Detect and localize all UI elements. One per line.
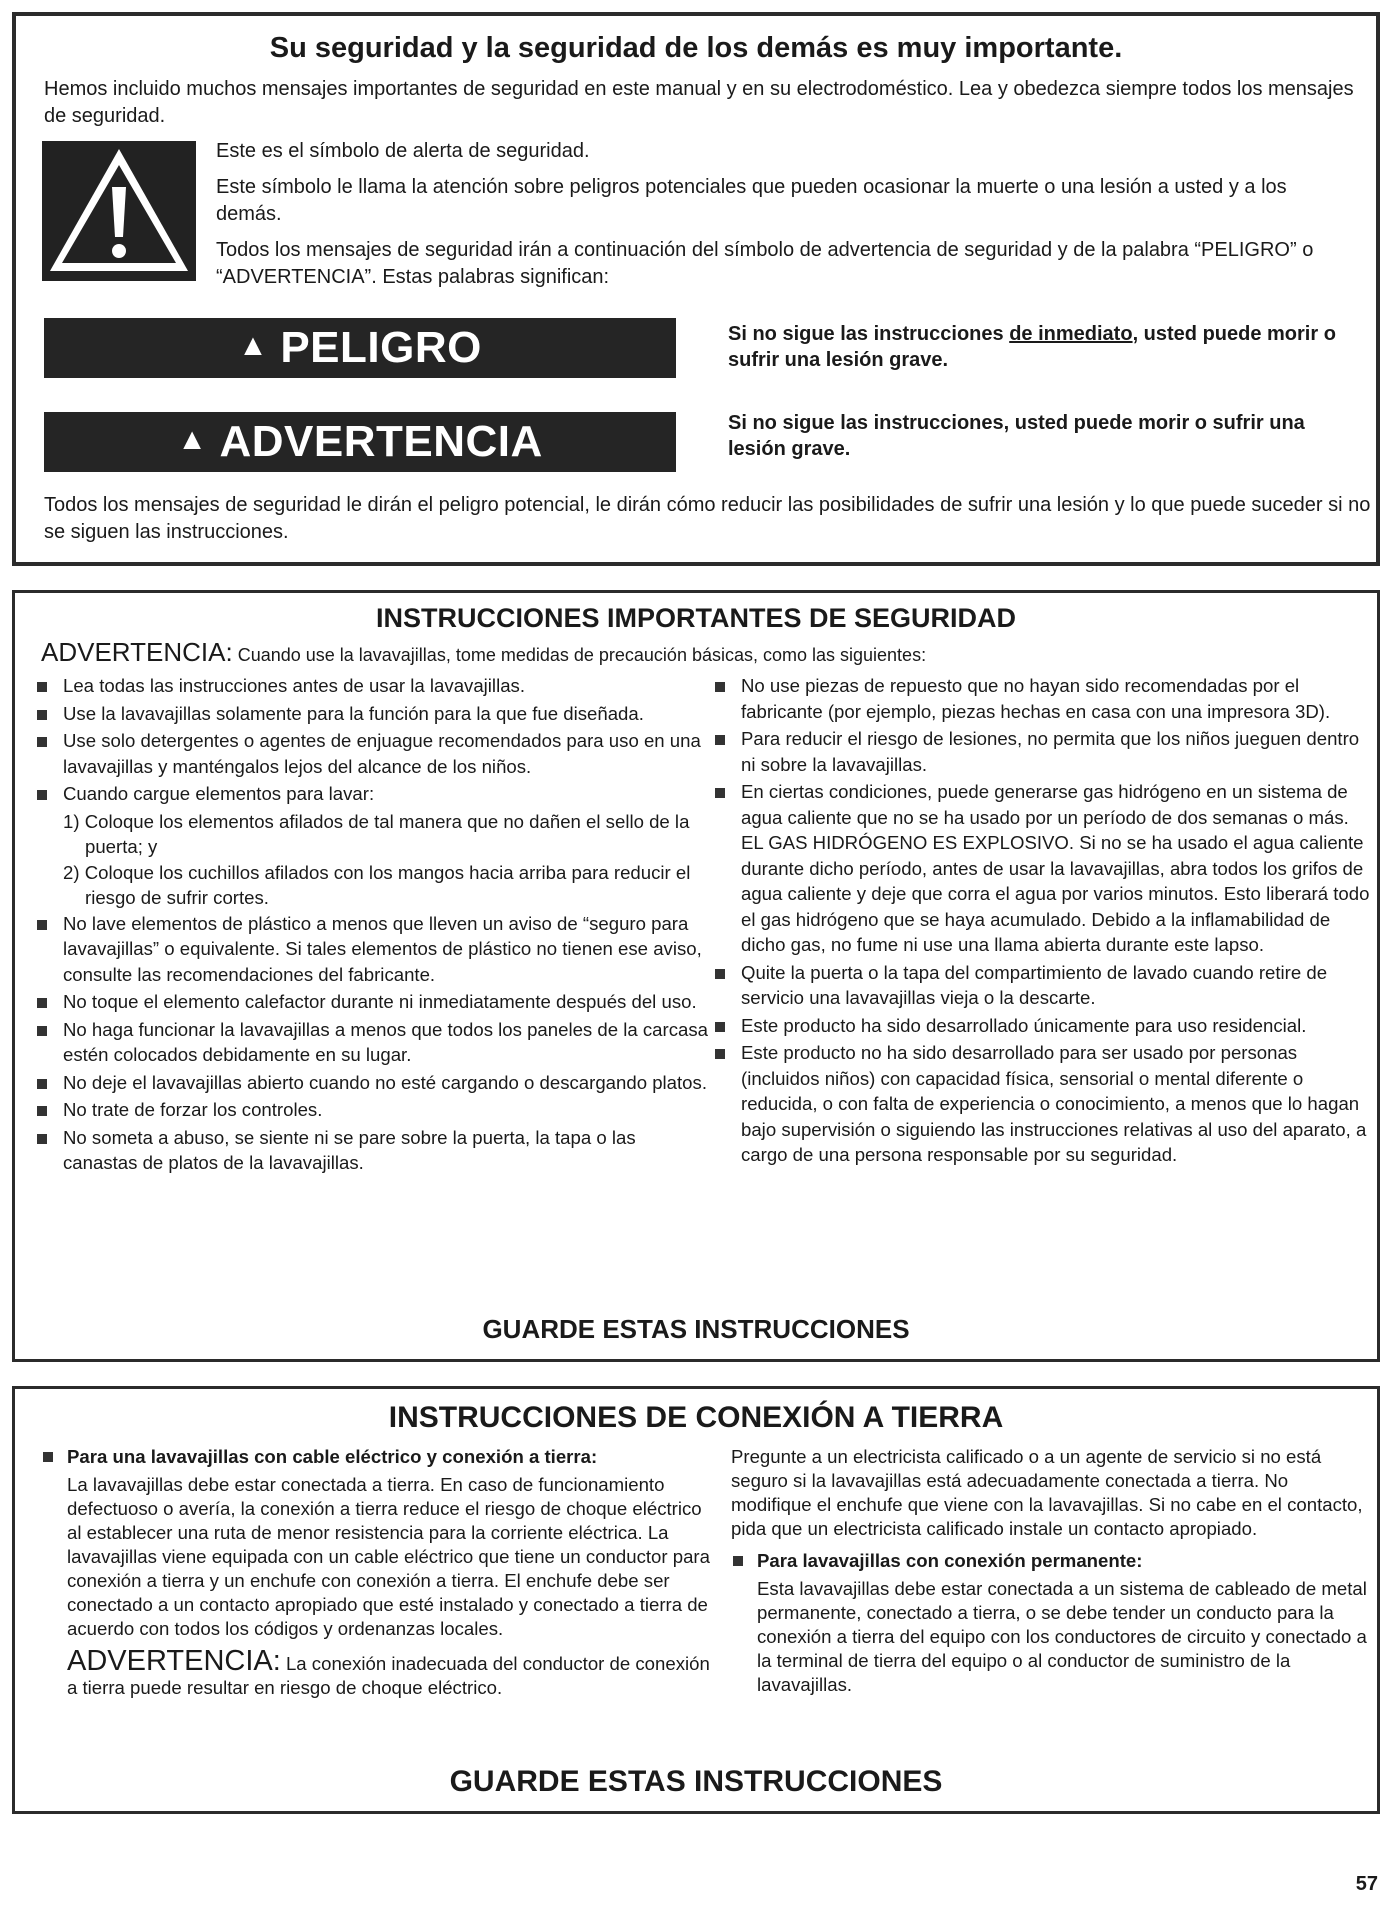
safety-title: Su seguridad y la seguridad de los demás es muy importante.	[269, 32, 1123, 64]
warning-triangle-icon: ▲	[177, 423, 208, 456]
instructions-right-column	[711, 673, 1371, 1170]
sub-list-item: 2) Coloque los cuchillos afilados con los mangos hacia arriba para reducir el riesgo de sufrir cortes.	[63, 861, 691, 908]
peligro-meaning	[728, 321, 1368, 373]
alert-line: Todos los mensajes de seguridad irán a continuación del símbolo de advertencia de seguridad y de la palabra “PELIGRO” o “ADVERTENCIA”. Estas palabras significan:	[216, 239, 1314, 288]
list-item: En ciertas condiciones, puede generarse gas hidrógeno en un sistema de agua caliente que no se ha usado por un período de dos semanas o más. EL GAS HIDRÓGENO ES EXPLOSIVO. Si no se ha usado el agua caliente durante dicho período, antes de usar la lavavajillas, abra todos los grifos de agua caliente y deje que corra el agua por varios minutos. Esto liberará todo el gas hidrógeno que se haya acumulado. Debido a la inflamabilidad de dicho gas, no fume ni use una llama abierta durante este lapso.	[711, 779, 1371, 958]
warning-word: ADVERTENCIA:	[41, 637, 233, 667]
list-item: No toque el elemento calefactor durante ni inmediatamente después del uso.	[33, 989, 713, 1015]
list-item: No trate de forzar los controles.	[33, 1097, 713, 1123]
list-item: Este producto no ha sido desarrollado para ser usado por personas (incluidos niños) con capacidad física, sensorial o mental diferente o reducida, o con falta de experiencia o conocimiento, a menos que lo hagan bajo supervisión o siguiendo las instrucciones relativas al uso del aparato, a cargo de una persona responsable por su seguridad.	[711, 1040, 1371, 1168]
grounding-box	[12, 1386, 1380, 1814]
list-item: No lave elementos de plástico a menos que lleven un aviso de “seguro para lavavajillas” o equivalente. Si tales elementos de plástico no tienen ese aviso, consulte las recomendaciones del fabricante.	[33, 911, 713, 988]
save-instructions-footer: GUARDE ESTAS INSTRUCCIONES	[449, 1765, 943, 1798]
safety-box	[12, 12, 1380, 566]
list-item: Para reducir el riesgo de lesiones, no permita que los niños jueguen dentro ni sobre la lavavajillas.	[711, 726, 1371, 777]
save-instructions-footer: GUARDE ESTAS INSTRUCCIONES	[482, 1314, 910, 1344]
permanent-heading: Para lavavajillas con conexión permanente:	[731, 1549, 1371, 1573]
warning-text: Cuando use la lavavajillas, tome medidas de precaución básicas, como las siguientes:	[232, 645, 927, 665]
cord-heading: Para una lavavajillas con cable eléctrico y conexión a tierra:	[41, 1445, 721, 1469]
sub-list-item: 1) Coloque los elementos afilados de tal manera que no dañen el sello de la puerta; y	[63, 810, 690, 857]
peligro-text-a: Si no sigue las instrucciones	[728, 323, 1010, 345]
warning-word: ADVERTENCIA:	[67, 1645, 281, 1677]
page-number: 57	[1355, 1873, 1378, 1895]
cord-text: La lavavajillas debe estar conectada a tierra. En caso de funcionamiento defectuoso o avería, la conexión a tierra reduce el riesgo de choque eléctrico al establecer una ruta de menor resistencia para la corriente eléctrica. La lavavajillas viene equipada con un cable eléctrico que tiene un conductor para conexión a tierra y un enchufe con conexión a tierra. El enchufe debe ser conectado a un contacto apropiado que esté instalado y conectado a tierra de acuerdo con todos los códigos y ordenanzas locales.	[67, 1474, 710, 1639]
grounding-right-column	[731, 1445, 1371, 1705]
alert-line: Este es el símbolo de alerta de seguridad.	[216, 140, 590, 162]
grounding-title: INSTRUCCIONES DE CONEXIÓN A TIERRA	[388, 1401, 1004, 1434]
list-item: Cuando cargue elementos para lavar:	[33, 781, 713, 807]
important-title: INSTRUCCIONES IMPORTANTES DE SEGURIDAD	[375, 603, 1017, 633]
advertencia-banner	[44, 412, 676, 472]
advertencia-label: ADVERTENCIA	[219, 417, 543, 466]
list-item: Quite la puerta o la tapa del compartimiento de lavado cuando retire de servicio una lavavajillas vieja o la descarte.	[711, 960, 1371, 1011]
safety-intro: Hemos incluido muchos mensajes importantes de seguridad en este manual y en su electrodoméstico. Lea y obedezca siempre todos los mensajes de seguridad.	[44, 78, 1354, 127]
grounding-left-column	[41, 1445, 721, 1700]
important-instructions-box	[12, 590, 1380, 1362]
electrician-text: Pregunte a un electricista calificado o a un agente de servicio si no está seguro si la lavavajillas está adecuadamente conectada a tierra. No modifique el enchufe que viene con la lavavajillas. Si no cabe en el contacto, pida que un electricista calificado instale un contacto apropiado.	[731, 1446, 1363, 1539]
peligro-text-underline: de inmediato	[1009, 323, 1133, 345]
advertencia-meaning: Si no sigue las instrucciones, usted puede morir o sufrir una lesión grave.	[728, 412, 1305, 460]
peligro-banner	[44, 318, 676, 378]
alert-line: Este símbolo le llama la atención sobre peligros potenciales que pueden ocasionar la muerte o una lesión a usted y a los demás.	[216, 176, 1287, 225]
list-item: No haga funcionar la lavavajillas a menos que todos los paneles de la carcasa estén colocados debidamente en su lugar.	[33, 1017, 713, 1068]
instructions-left-column	[33, 673, 713, 1178]
alert-description	[216, 138, 1356, 300]
warning-text: La conexión inadecuada del conductor de conexión a tierra puede resultar en riesgo de choque eléctrico.	[67, 1653, 710, 1698]
peligro-text-b: , usted puede morir o sufrir una lesión grave.	[728, 323, 1336, 371]
list-item: No someta a abuso, se siente ni se pare sobre la puerta, la tapa o las canastas de platos de la lavavajillas.	[33, 1125, 713, 1176]
list-item: No use piezas de repuesto que no hayan sido recomendadas por el fabricante (por ejemplo, piezas hechas en casa con una impresora 3D).	[711, 673, 1371, 724]
list-item: Lea todas las instrucciones antes de usar la lavavajillas.	[33, 673, 713, 699]
list-item: No deje el lavavajillas abierto cuando no esté cargando o descargando platos.	[33, 1070, 713, 1096]
list-item: Use la lavavajillas solamente para la función para la que fue diseñada.	[33, 701, 713, 727]
peligro-label: PELIGRO	[280, 323, 482, 372]
grounding-warning	[41, 1645, 721, 1700]
list-item: Use solo detergentes o agentes de enjuague recomendados para uso en una lavavajillas y manténgalos lejos del alcance de los niños.	[33, 728, 713, 779]
safety-alert-icon	[42, 141, 196, 281]
safety-outro: Todos los mensajes de seguridad le dirán el peligro potencial, le dirán cómo reducir las posibilidades de sufrir una lesión y lo que puede suceder si no se siguen las instrucciones.	[44, 494, 1371, 543]
warning-triangle-icon: ▲	[238, 329, 269, 362]
list-item: Este producto ha sido desarrollado únicamente para uso residencial.	[711, 1013, 1371, 1039]
permanent-text: Esta lavavajillas debe estar conectada a un sistema de cableado de metal permanente, conectado a tierra, o se debe tender un conducto para la conexión a tierra del equipo con los conductores de circuito y conectado a la terminal de tierra del equipo o al conductor de suministro de la lavavajillas.	[757, 1578, 1367, 1695]
important-warning-line	[41, 637, 1371, 668]
loading-sublist	[33, 809, 713, 911]
